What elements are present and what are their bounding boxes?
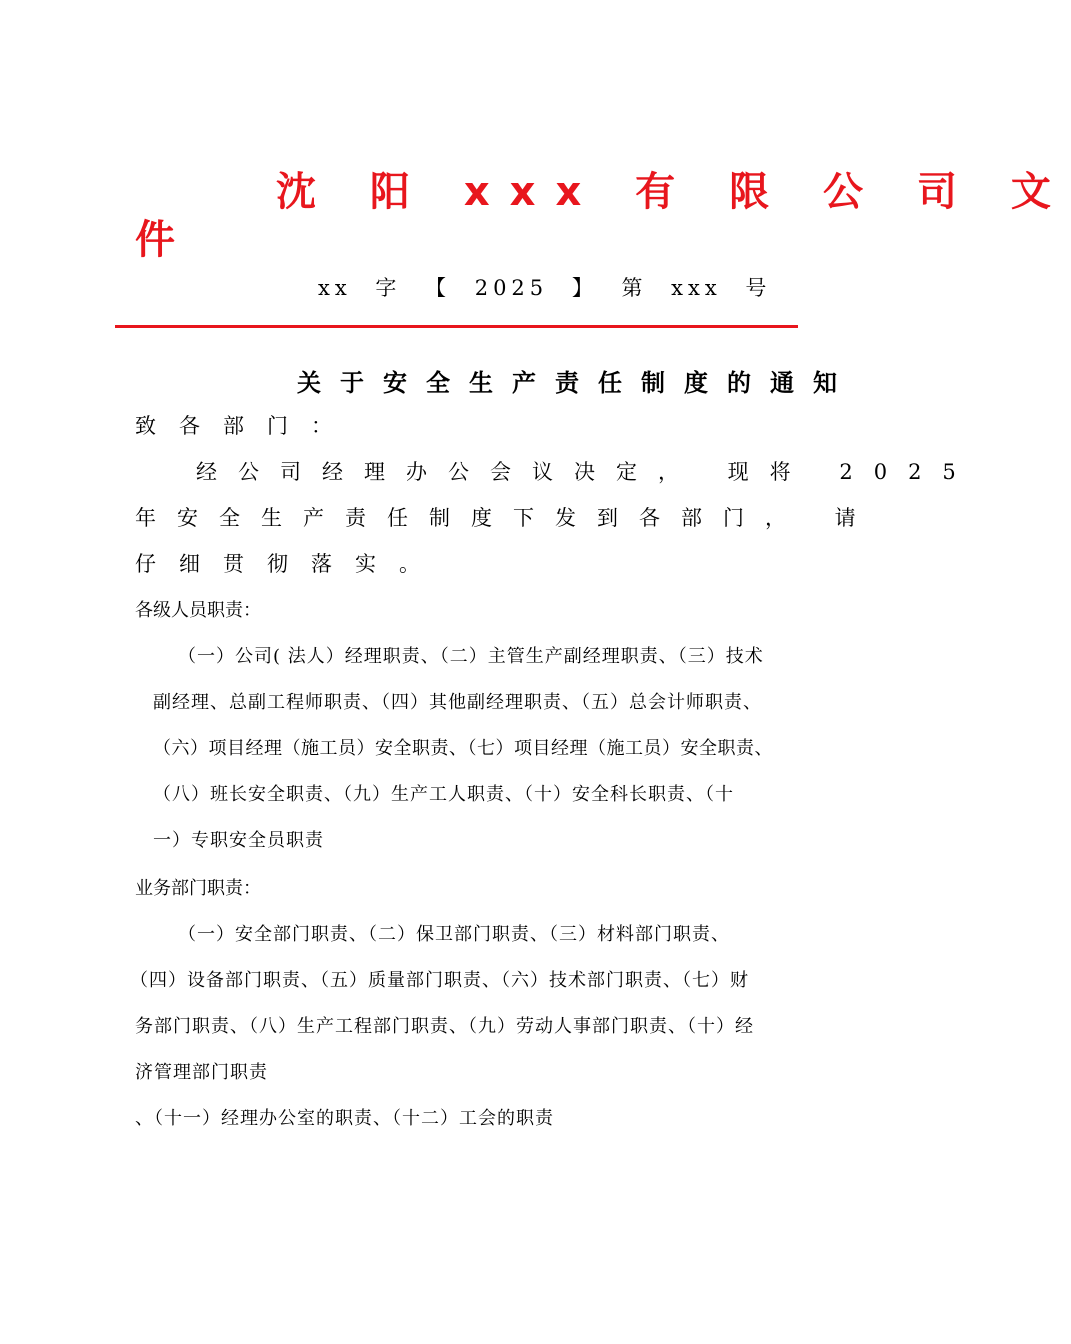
department-line: 、（十一）经理办公室的职责、（十二）工会的职责: [135, 1108, 554, 1129]
notice-paragraph-line-2: 年安全生产责任制度下发到各部门， 请: [135, 506, 877, 530]
personnel-line: 一）专职安全员职责: [153, 830, 324, 851]
personnel-line: （一）公司( 法人）经理职责、（二）主管生产副经理职责、（三）技术: [178, 646, 764, 667]
document-number: xx 字 【 2025 】 第 xxx 号: [318, 276, 772, 300]
org-header-line1: 沈 阳 xxx 有 限 公 司 文: [276, 169, 1071, 215]
department-line: （四）设备部门职责、（五）质量部门职责、（六）技术部门职责、（七）财: [130, 970, 749, 991]
personnel-line: （八）班长安全职责、（九）生产工人职责、（十）安全科长职责、（十: [153, 784, 734, 805]
red-divider-line: [115, 325, 798, 328]
department-line: 济管理部门职责: [135, 1062, 268, 1083]
department-line: （一）安全部门职责、（二）保卫部门职责、（三）材料部门职责、: [178, 924, 730, 945]
personnel-line: （六）项目经理（施工员）安全职责、（七）项目经理（施工员）安全职责、: [153, 738, 773, 759]
personnel-line: 副经理、总副工程师职责、（四）其他副经理职责、（五）总会计师职责、: [153, 692, 762, 713]
department-line: 务部门职责、（八）生产工程部门职责、（九）劳动人事部门职责、（十）经: [135, 1016, 754, 1037]
section-heading-departments: 业务部门职责：: [135, 878, 261, 899]
notice-paragraph-line-1: 经公司经理办公会议决定， 现将 2025: [196, 460, 977, 484]
notice-paragraph-line-3: 仔细贯彻落实。: [135, 552, 443, 576]
notice-title: 关于安全生产责任制度的通知: [297, 369, 856, 397]
org-header-line2: 件: [135, 217, 195, 263]
section-heading-personnel: 各级人员职责：: [135, 600, 261, 621]
salutation: 致各部门：: [135, 414, 355, 438]
